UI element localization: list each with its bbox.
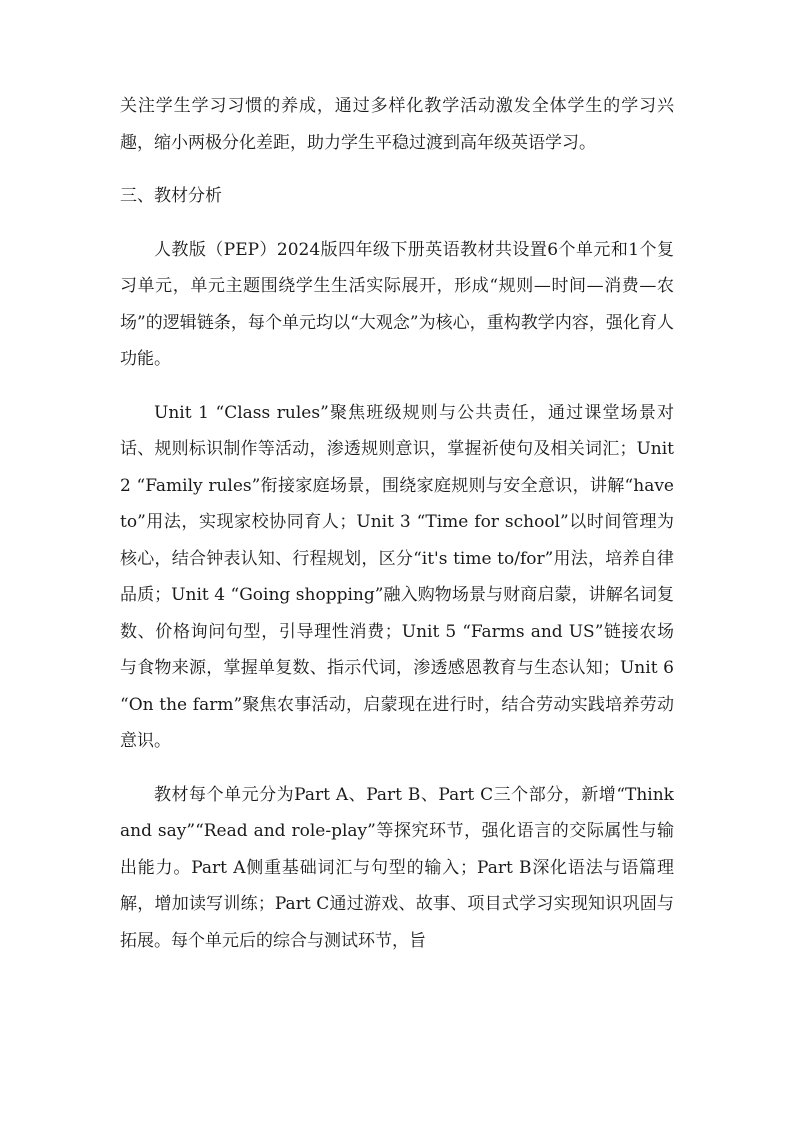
section-heading-textbook-analysis: 三、教材分析 [120, 186, 222, 206]
paragraph-unit-summaries: Unit 1 “Class rules”聚焦班级规则与公共责任，通过课堂场景对话、规则标识制作等活动，渗透规则意识，掌握祈使句及相关词汇；Unit 2 “Family rules”衔接家庭场景，围绕家庭规则与安全意识，讲解“have to”用法，实现家校协同育人；Unit 3 “Time for school”以时间管理为核心，结合钟表认知、行程规划，区分“it's time to/for”用法，培养自律品质；Unit 4 “Going shopping”融入购物场景与财商启蒙，讲解名词复数、价格询问句型，引导理性消费；Unit 5 “Farms and US”链接农场与食物来源，掌握单复数、指示代词，渗透感恩教育与生态认知；Unit 6 “On the farm”聚焦农事活动，启蒙现在进行时，结合劳动实践培养劳动意识。 [120, 402, 674, 751]
paragraph-learning-habits: 关注学生学习习惯的养成，通过多样化教学活动激发全体学生的学习兴趣，缩小两极分化差距，助力学生平稳过渡到高年级英语学习。 [120, 96, 674, 153]
paragraph-textbook-overview: 人教版（PEP）2024版四年级下册英语教材共设置6个单元和1个复习单元，单元主题围绕学生生活实际展开，形成“规则—时间—消费—农场”的逻辑链条，每个单元均以“大观念”为核心，重构教学内容，强化育人功能。 [120, 239, 674, 369]
paragraph-unit-structure: 教材每个单元分为Part A、Part B、Part C三个部分，新增“Think and say”“Read and role-play”等探究环节，强化语言的交际属性与输出能力。Part A侧重基础词汇与句型的输入；Part B深化语法与语篇理解，增加读写训练；Part C通过游戏、故事、项目式学习实现知识巩固与拓展。每个单元后的综合与测试环节，旨 [120, 784, 674, 951]
